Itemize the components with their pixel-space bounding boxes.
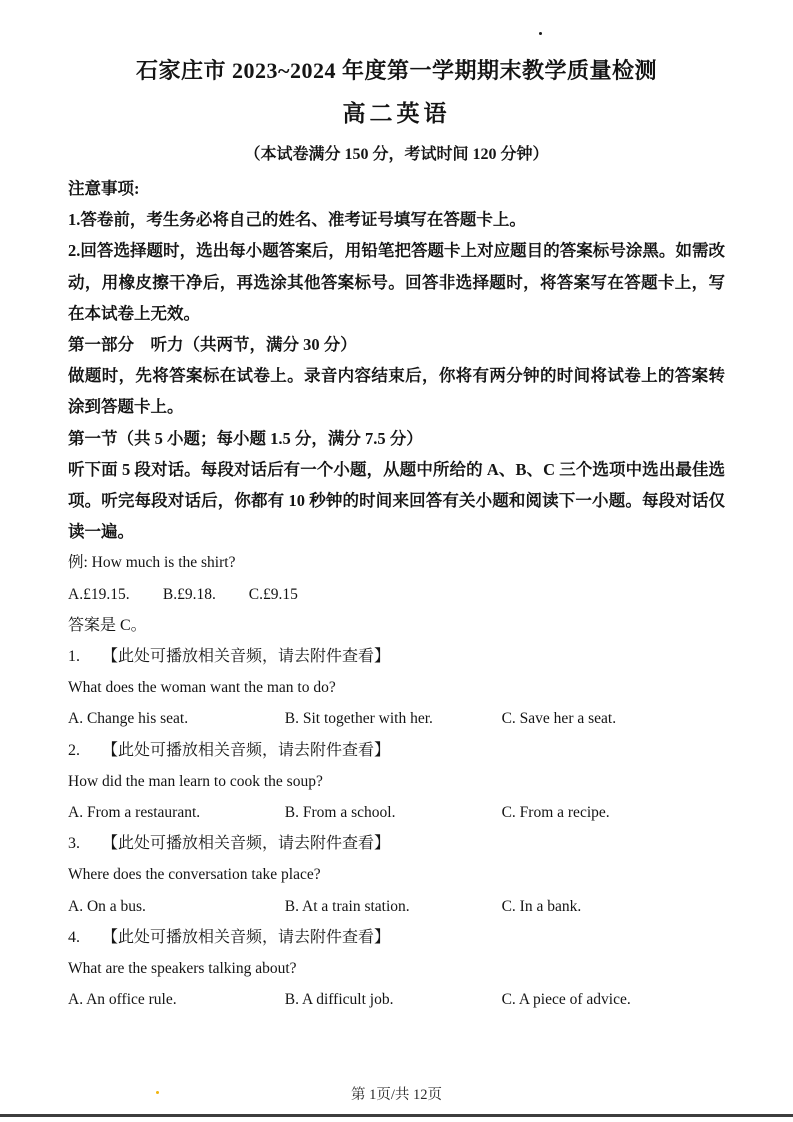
- question-block-3: [68, 828, 725, 922]
- audio-note: 【此处可播放相关音频，请去附件查看】: [102, 928, 391, 946]
- part1-instruction: 做题时，先将答案标在试卷上。录音内容结束后，你将有两分钟的时间将试卷上的答案转涂到答题卡上。: [68, 366, 725, 417]
- page-number: 第 1页/共 12页: [350, 1087, 443, 1103]
- options-row: [68, 703, 725, 734]
- question-text: Where does the conversation take place?: [68, 866, 321, 884]
- bottom-rule-divider: [0, 1114, 793, 1117]
- question-block-1: [68, 641, 725, 735]
- question-number: 1.: [68, 648, 80, 666]
- option-a: A. Change his seat.: [68, 710, 189, 728]
- audio-note: 【此处可播放相关音频，请去附件查看】: [102, 835, 391, 853]
- question-audio-line: [68, 641, 725, 672]
- audio-note: 【此处可播放相关音频，请去附件查看】: [102, 648, 391, 666]
- part1-heading: 第一部分 听力（共两节，满分 30 分）: [68, 335, 357, 355]
- section1-instruction: 听下面 5 段对话。每段对话后有一个小题，从题中所给的 A、B、C 三个选项中选出最佳选项。听完每段对话后，你都有 10 秒钟的时间来回答有关小题和阅读下一小题。每段对话仅读一遍。: [68, 459, 725, 542]
- stray-dot-mark: [539, 32, 542, 35]
- example-prompt: 例: How much is the shirt?: [68, 554, 236, 572]
- document-body: [68, 173, 725, 1015]
- question-audio-line: [68, 828, 725, 859]
- option-c: C. Save her a seat.: [501, 710, 617, 728]
- question-number: 3.: [68, 835, 80, 853]
- exam-info-line: （本试卷满分 150 分，考试时间 120 分钟）: [244, 146, 549, 163]
- question-text: What does the woman want the man to do?: [68, 679, 336, 697]
- option-a: A. On a bus.: [68, 897, 146, 915]
- notices-heading: 注意事项:: [68, 179, 140, 198]
- options-row: [68, 891, 725, 922]
- options-row: [68, 984, 725, 1015]
- subject-title: 高二英语: [342, 101, 451, 126]
- question-block-4: [68, 922, 725, 1016]
- page-title: 石家庄市 2023~2024 年度第一学期期末教学质量检测: [136, 58, 657, 83]
- example-options-row: [68, 579, 725, 610]
- option-b: B. Sit together with her.: [284, 710, 433, 728]
- question-text: How did the man learn to cook the soup?: [68, 772, 323, 790]
- question-audio-line: [68, 735, 725, 766]
- accent-dot-mark: [156, 1091, 159, 1094]
- option-b: B. A difficult job.: [284, 991, 394, 1009]
- notice-item-1: 1.答卷前，考生务必将自己的姓名、准考证号填写在答题卡上。: [68, 210, 526, 230]
- page-footer: [0, 1082, 793, 1108]
- section1-heading: 第一节（共 5 小题；每小题 1.5 分，满分 7.5 分）: [68, 428, 423, 448]
- option-c: C. From a recipe.: [501, 804, 610, 822]
- example-option-c: C.£9.15: [248, 585, 298, 603]
- option-c: C. A piece of advice.: [501, 991, 631, 1009]
- question-text: What are the speakers talking about?: [68, 960, 297, 978]
- example-answer: 答案是 C。: [68, 616, 147, 634]
- notice-item-2: 2.回答选择题时，选出每小题答案后，用铅笔把答题卡上对应题目的答案标号涂黑。如需改动，用橡皮擦干净后，再选涂其他答案标号。回答非选择题时，将答案写在答题卡上，写在本试卷上无效。: [68, 241, 725, 323]
- option-a: A. An office rule.: [68, 991, 177, 1009]
- options-row: [68, 797, 725, 828]
- option-c: C. In a bank.: [501, 897, 582, 915]
- example-option-b: B.£9.18.: [162, 585, 216, 603]
- option-a: A. From a restaurant.: [68, 804, 201, 822]
- example-option-a: A.£19.15.: [68, 585, 130, 603]
- option-b: B. At a train station.: [284, 897, 410, 915]
- question-number: 2.: [68, 741, 80, 759]
- audio-note: 【此处可播放相关音频，请去附件查看】: [102, 741, 391, 759]
- question-audio-line: [68, 922, 725, 953]
- option-b: B. From a school.: [284, 804, 396, 822]
- question-block-2: [68, 735, 725, 829]
- question-number: 4.: [68, 928, 80, 946]
